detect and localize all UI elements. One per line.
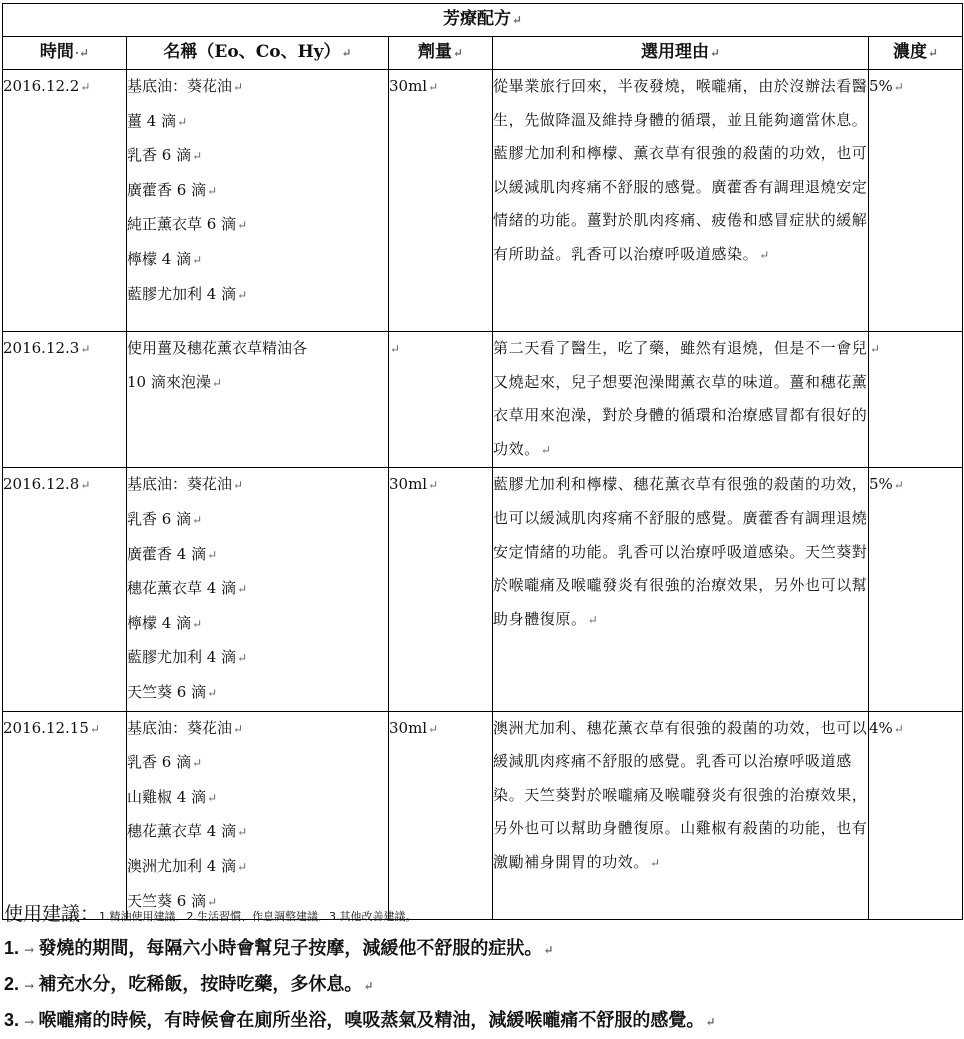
ingredient-item: 純正薰衣草 6 滴↵ bbox=[127, 215, 248, 234]
ingredient-item: 使用薑及穗花薰衣草精油各 bbox=[127, 339, 308, 357]
concentration-cell: 4%↵ bbox=[869, 711, 963, 920]
dose-cell: ↵ bbox=[389, 332, 493, 468]
ingredient-item: 檸檬 4 滴↵ bbox=[127, 613, 203, 632]
ingredient-item: 藍膠尤加利 4 滴↵ bbox=[127, 648, 248, 667]
ingredients-cell bbox=[127, 711, 389, 920]
ingredient-item: 天竺葵 6 滴↵ bbox=[127, 682, 218, 701]
ingredient-item: 薑 4 滴↵ bbox=[127, 111, 188, 130]
ingredient-item: 乳香 6 滴↵ bbox=[127, 146, 203, 165]
reason-cell: 藍膠尤加利和檸檬、穗花薰衣草有很強的殺菌的功效，也可以緩減肌肉疼痛不舒服的感覺。廣藿香有調理退燒安定情緒的功能。乳香可以治療呼吸道感染。天竺葵對於喉嚨痛及喉嚨發炎有很強的治療效果，另外也可以幫助身體復原。↵ bbox=[493, 468, 869, 711]
ingredient-item: 廣藿香 6 滴↵ bbox=[127, 180, 218, 199]
dose-cell: 30ml↵ bbox=[389, 70, 493, 332]
table-title: 芳療配方↵ bbox=[3, 4, 963, 37]
ingredient-item: 基底油：葵花油↵ bbox=[127, 475, 244, 494]
reason-cell: 從畢業旅行回來，半夜發燒，喉嚨痛，由於沒辦法看醫生，先做降溫及維持身體的循環，並且能夠適當休息。藍膠尤加利和檸檬、薰衣草有很強的殺菌的功效，也可以緩減肌肉疼痛不舒服的感覺。廣藿香有調理退燒安定情緒的功能。薑對於肌肉疼痛、疲倦和感冒症狀的緩解有所助益。乳香可以治療呼吸道感染。↵ bbox=[493, 70, 869, 332]
advice-item: 1. → 發燒的期間，每隔六小時會幫兒子按摩，減緩他不舒服的症狀。↵ bbox=[4, 938, 554, 959]
ingredient-item: 穗花薰衣草 4 滴↵ bbox=[127, 579, 248, 598]
ingredient-item: 藍膠尤加利 4 滴↵ bbox=[127, 284, 248, 303]
header-concentration: 濃度↵ bbox=[869, 37, 963, 70]
ingredient-item: 乳香 6 滴↵ bbox=[127, 509, 203, 528]
header-reason: 選用理由↵ bbox=[493, 37, 869, 70]
reason-cell: 澳洲尤加利、穗花薰衣草有很強的殺菌的功效，也可以緩減肌肉疼痛不舒服的感覺。乳香可以治療呼吸道感染。天竺葵對於喉嚨痛及喉嚨發炎有很強的治療效果，另外也可以幫助身體復原。山雞椒有殺菌的功能，也有激勵補身開胃的功效。↵ bbox=[493, 711, 869, 920]
ingredient-item: 廣藿香 4 滴↵ bbox=[127, 544, 218, 563]
ingredient-item: 山雞椒 4 滴↵ bbox=[127, 787, 218, 806]
advice-heading bbox=[4, 900, 954, 931]
advice-categories: 1.精油使用建議．2.生活習慣、作息調整建議．3.其他改善建議。 bbox=[99, 910, 417, 923]
ingredient-item: 基底油：葵花油↵ bbox=[127, 77, 244, 95]
table-row bbox=[3, 70, 963, 332]
ingredients-cell bbox=[127, 70, 389, 332]
table-row bbox=[3, 711, 963, 920]
header-name: 名稱（Eo、Co、Hy）↵ bbox=[127, 37, 389, 70]
ingredient-item: 穗花薰衣草 4 滴↵ bbox=[127, 822, 248, 841]
table-header-row bbox=[3, 37, 963, 70]
ingredient-item: 乳香 6 滴↵ bbox=[127, 753, 203, 772]
aromatherapy-recipe-table bbox=[2, 3, 963, 920]
ingredient-item: 10 滴來泡澡↵ bbox=[127, 372, 222, 391]
header-dose: 劑量↵ bbox=[389, 37, 493, 70]
dose-cell: 30ml↵ bbox=[389, 711, 493, 920]
concentration-cell: 5%↵ bbox=[869, 70, 963, 332]
usage-advice-section bbox=[4, 900, 954, 1039]
advice-label: 使用建議： bbox=[4, 903, 100, 925]
concentration-cell: ↵ bbox=[869, 332, 963, 468]
concentration-cell: 5%↵ bbox=[869, 468, 963, 711]
header-time: 時間·↵ bbox=[3, 37, 127, 70]
ingredients-cell bbox=[127, 332, 389, 468]
advice-item: 3. → 喉嚨痛的時候，有時候會在廁所坐浴，嗅吸蒸氣及精油，減緩喉嚨痛不舒服的感覺。↵ bbox=[4, 1010, 716, 1031]
table-row bbox=[3, 468, 963, 711]
advice-item: 2. → 補充水分，吃稀飯，按時吃藥，多休息。↵ bbox=[4, 974, 374, 995]
date-cell: 2016.12.3↵ bbox=[3, 332, 127, 468]
ingredient-item: 基底油：葵花油↵ bbox=[127, 718, 244, 737]
reason-cell: 第二天看了醫生，吃了藥，雖然有退燒，但是不一會兒又燒起來，兒子想要泡澡聞薰衣草的味道。薑和穗花薰衣草用來泡澡，對於身體的循環和治療感冒都有很好的功效。↵ bbox=[493, 332, 869, 468]
table-row bbox=[3, 332, 963, 468]
dose-cell: 30ml↵ bbox=[389, 468, 493, 711]
ingredient-item: 澳洲尤加利 4 滴↵ bbox=[127, 856, 248, 875]
ingredients-cell bbox=[127, 468, 389, 711]
date-cell: 2016.12.8↵ bbox=[3, 468, 127, 711]
ingredient-item: 檸檬 4 滴↵ bbox=[127, 249, 203, 268]
date-cell: 2016.12.2↵ bbox=[3, 70, 127, 332]
date-cell: 2016.12.15↵ bbox=[3, 711, 127, 920]
ingredient-item: 天竺葵 6 滴↵ bbox=[127, 891, 218, 910]
